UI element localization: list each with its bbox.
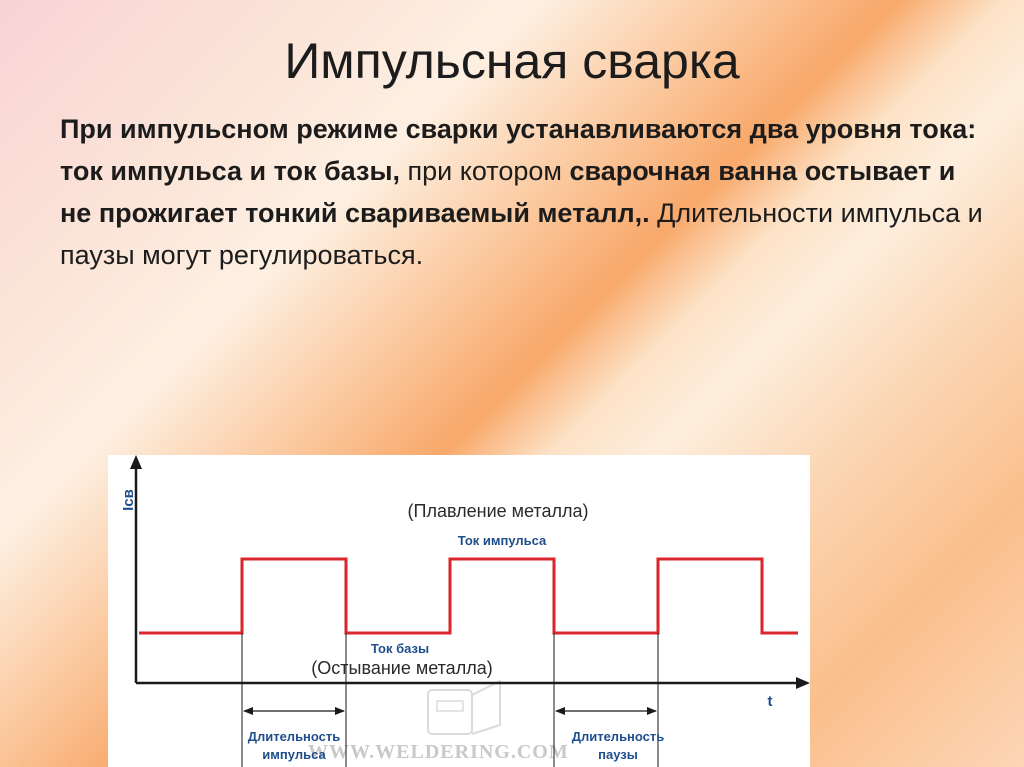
pulse-signal-line — [139, 559, 798, 633]
watermark-machine-icon — [428, 681, 500, 734]
watermark-text: WWW.WELDERING.COM — [308, 741, 569, 763]
pause-duration-arrow-right — [647, 707, 657, 715]
pulse-duration-label-line2: импульса — [262, 747, 326, 762]
pause-duration-label-line2: паузы — [598, 747, 638, 762]
pulse-duration-arrow-right — [335, 707, 345, 715]
pulse-duration-arrow-left — [243, 707, 253, 715]
paragraph-bold-1: При импульсном режиме сварки устанавливаются два уровня тока: ток импульса и ток базы, — [60, 114, 977, 186]
body-paragraph — [60, 108, 990, 276]
y-axis-label: Iсв — [120, 489, 137, 511]
paragraph-normal-1: при котором — [400, 156, 570, 186]
x-axis-label: t — [767, 693, 773, 710]
paragraph-normal-2: Длительности импульса и паузы могут регулироваться. — [60, 198, 983, 270]
x-axis-arrow — [796, 677, 810, 689]
melting-annotation: (Плавление металла) — [407, 501, 589, 521]
pulse-welding-diagram — [108, 455, 810, 767]
pulse-current-label: Ток импульса — [457, 533, 547, 548]
pulse-duration-label-line1: Длительность — [247, 729, 341, 744]
slide-title: Импульсная сварка — [284, 33, 740, 89]
cooling-annotation: (Остывание металла) — [311, 658, 493, 678]
base-current-label: Ток базы — [370, 641, 430, 656]
y-axis-arrow — [130, 455, 142, 469]
pulse-diagram-svg — [108, 455, 810, 767]
pause-duration-arrow-left — [555, 707, 565, 715]
pause-duration-label-line1: Длительность — [571, 729, 665, 744]
paragraph-bold-2: сварочная ванна остывает и не прожигает тонкий свариваемый металл,. — [60, 156, 956, 228]
